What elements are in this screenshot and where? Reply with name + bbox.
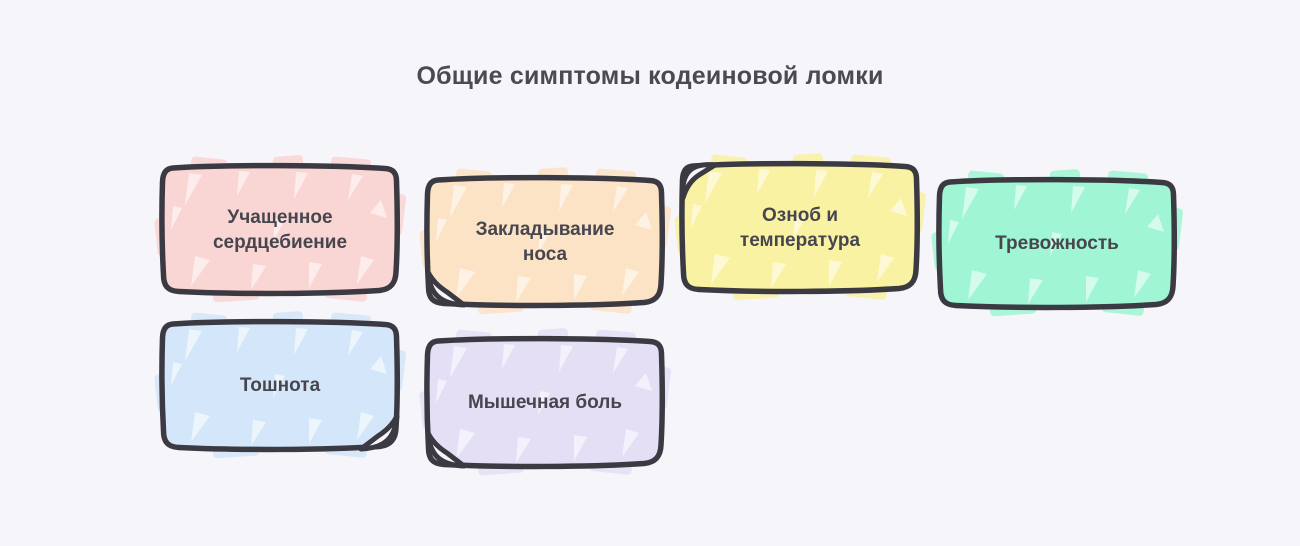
sticky-note-drawing	[420, 333, 670, 473]
sticky-note-drawing	[155, 316, 405, 456]
sticky-note-drawing	[420, 172, 670, 312]
note-label: Озноб и температура	[739, 204, 861, 251]
sticky-note	[675, 158, 925, 298]
sticky-note	[155, 160, 405, 300]
sticky-note	[932, 174, 1182, 314]
note-label: Закладывание носа	[475, 218, 615, 265]
note-label: Мышечная боль	[467, 392, 623, 414]
note-label: Тошнота	[239, 375, 321, 397]
sticky-note	[420, 333, 670, 473]
page-title: Общие симптомы кодеиновой ломки	[416, 62, 884, 90]
note-label: Учащенное сердцебиение	[212, 206, 348, 253]
sticky-note-drawing	[155, 160, 405, 300]
sticky-note	[155, 316, 405, 456]
sticky-note	[420, 172, 670, 312]
note-label: Тревожность	[995, 233, 1119, 255]
sticky-note-drawing	[932, 174, 1182, 314]
sticky-note-drawing	[675, 158, 925, 298]
